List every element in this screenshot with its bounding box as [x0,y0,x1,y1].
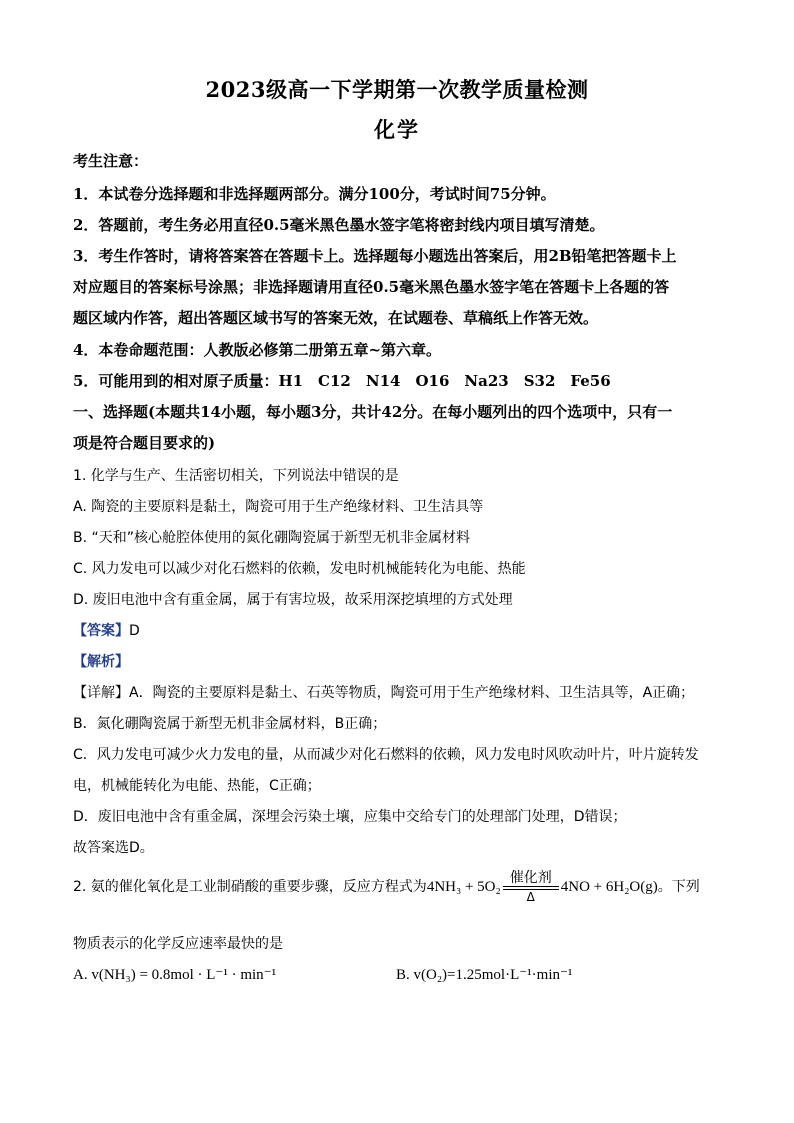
notice-item-3-cont-1: 对应题目的答案标号涂黑；非选择题请用直径0.5毫米黑色墨水签字笔在答题卡上各题的答 [73,278,670,296]
analysis-tag: 【解析】 [73,654,129,670]
q1-detail-3: C．风力发电可减少火力发电的量，从而减少对化石燃料的依赖，风力发电时风吹动叶片，叶片旋转发 [73,747,699,763]
notice-heading: 考生注意： [73,152,149,170]
notice-item-3-cont-2: 题区域内作答，超出答题区域书写的答案无效，在试题卷、草稿纸上作答无效。 [73,309,599,327]
subject-title: 化学 [374,117,420,142]
equation-arrow [503,870,559,904]
q2-stem-prefix: 2. 氨的催化氧化是工业制硝酸的重要步骤，反应方程式为 [73,879,427,895]
q1-option-a: A. 陶瓷的主要原料是黏土，陶瓷可用于生产绝缘材料、卫生洁具等 [73,499,484,515]
section-heading-cont: 项是符合题目要求的) [73,434,216,452]
equation-right: 4NO + 6H₂O(g) [560,879,658,895]
q1-detail-2: B．氮化硼陶瓷属于新型无机非金属材料，B正确； [73,716,387,732]
notice-item-1: 1．本试卷分选择题和非选择题两部分。满分100分，考试时间75分钟。 [73,185,556,203]
q1-option-c: C. 风力发电可以减少对化石燃料的依赖，发电时机械能转化为电能、热能 [73,561,526,577]
heat-label: Δ [526,890,535,904]
answer-tag: 【答案】 [73,623,129,639]
q1-analysis [73,651,129,671]
q1-option-b: B. “天和”核心舱腔体使用的氮化硼陶瓷属于新型无机非金属材料 [73,530,471,546]
q1-stem: 1. 化学与生产、生活密切相关，下列说法中错误的是 [73,468,399,484]
notice-item-5: 5．可能用到的相对原子质量：H1 C12 N14 O16 Na23 S32 Fe56 [73,372,611,390]
q2-stem-line2: 物质表示的化学反应速率最快的是 [73,936,283,952]
notice-item-2: 2．答题前，考生务必用直径0.5毫米黑色墨水签字笔将密封线内项目填写清楚。 [73,216,605,234]
catalyst-label: 催化剂 [509,870,552,886]
detail-text: A．陶瓷的主要原料是黏土、石英等物质，陶瓷可用于生产绝缘材料、卫生洁具等，A正确； [129,685,695,701]
q1-detail-5: D．废旧电池中含有重金属，深埋会污染土壤，应集中交给专门的处理部门处理，D错误； [73,809,627,825]
q1-detail-4: 电，机械能转化为电能、热能，C正确； [73,778,321,794]
notice-item-4: 4．本卷命题范围：人教版必修第二册第五章~第六章。 [73,341,442,359]
exam-title: 2023级高一下学期第一次教学质量检测 [205,77,589,102]
q2-stem [73,870,700,904]
q1-answer [73,620,140,640]
q2-option-a: A. v(NH₃) = 0.8mol · L⁻¹ · min⁻¹ [73,967,277,983]
q1-detail-1 [73,682,694,702]
equation-left: 4NH₃ + 5O₂ [426,879,501,895]
q1-detail-6: 故答案选D。 [73,840,154,856]
notice-item-3: 3．考生作答时，请将答案答在答题卡上。选择题每小题选出答案后，用2B铅笔把答题卡上 [73,247,677,265]
q2-stem-suffix: 。下列 [657,879,700,895]
section-heading: 一、选择题(本题共14小题，每小题3分，共计42分。在每小题列出的四个选项中，只有一 [73,403,673,421]
detail-tag: 【详解】 [73,685,129,701]
q2-option-b: B. v(O₂)=1.25mol·L⁻¹·min⁻¹ [396,967,573,983]
q1-option-d: D. 废旧电池中含有重金属，属于有害垃圾，故采用深挖填埋的方式处理 [73,592,513,608]
answer-value: D [129,623,140,639]
